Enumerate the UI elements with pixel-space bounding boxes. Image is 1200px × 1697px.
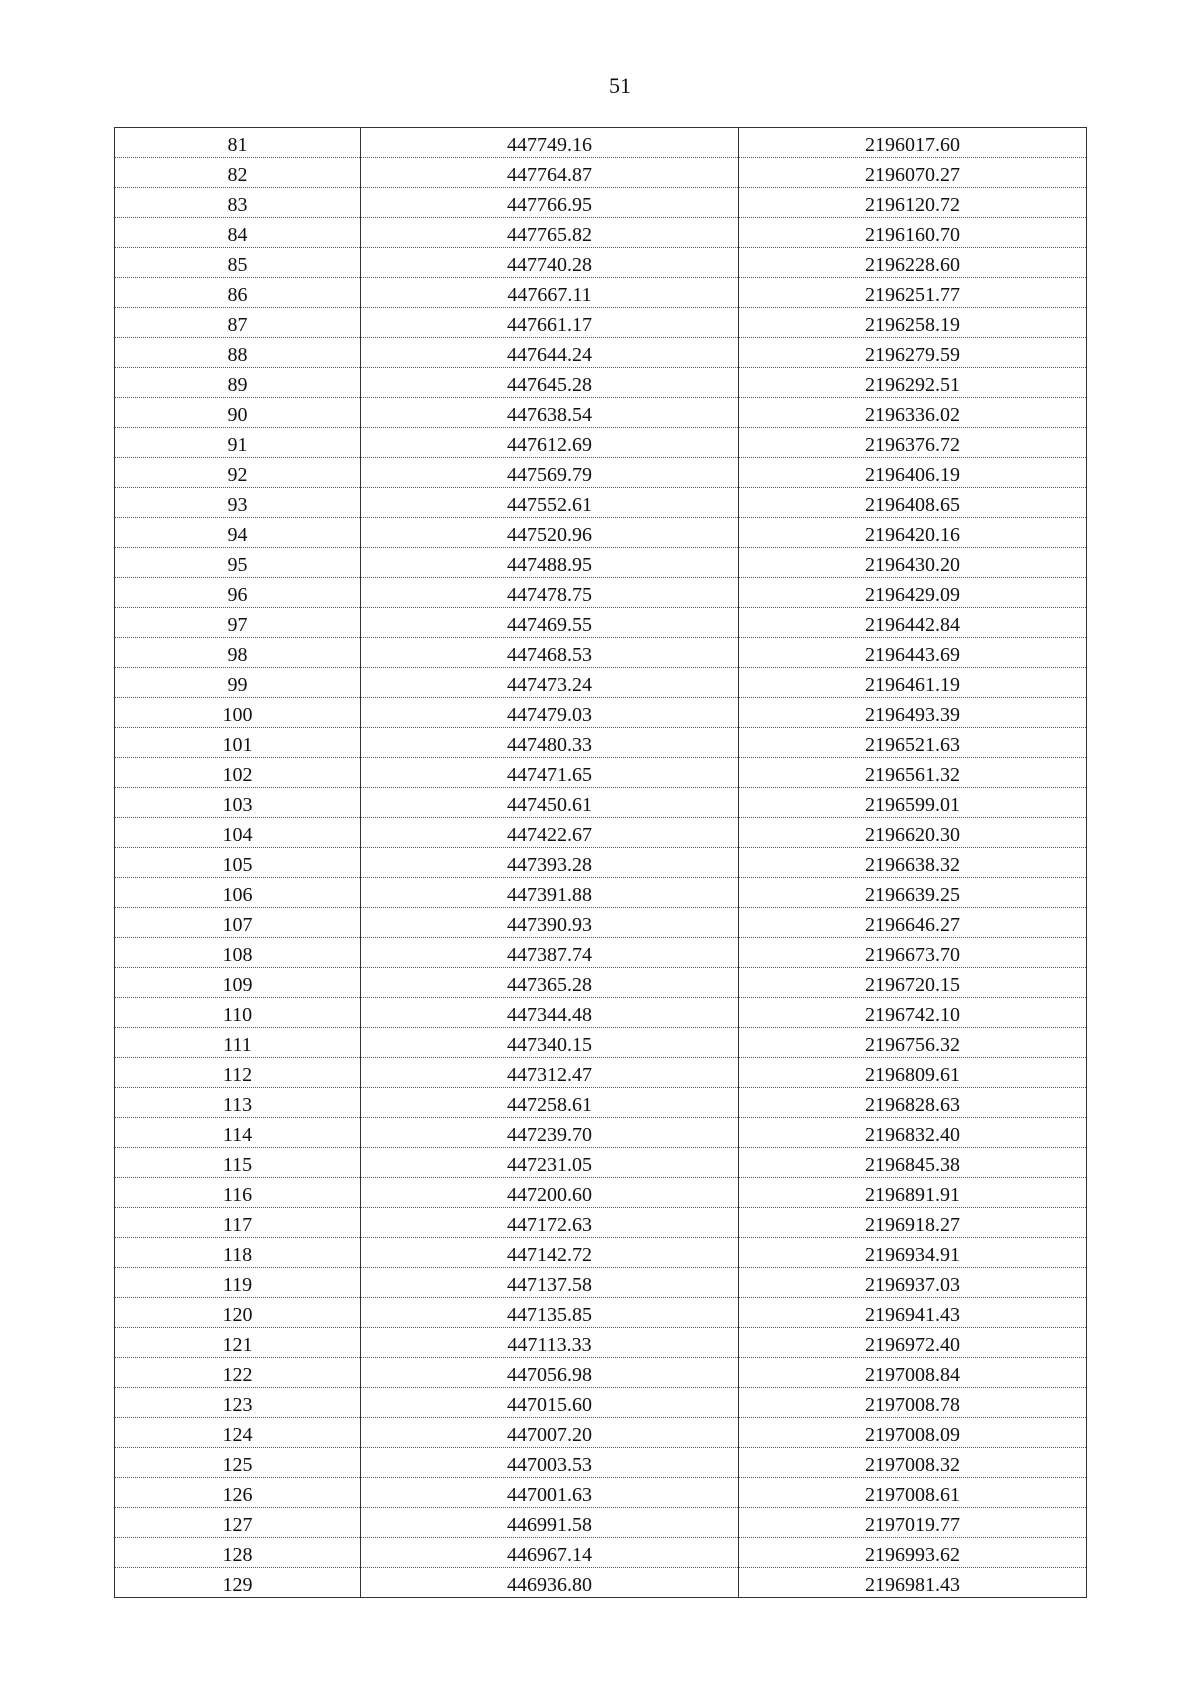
point-number-cell: 129 bbox=[115, 1568, 361, 1598]
table-row bbox=[115, 398, 1087, 428]
y-coordinate-cell: 2196832.40 bbox=[739, 1118, 1087, 1148]
y-coordinate-cell: 2196408.65 bbox=[739, 488, 1087, 518]
table-row bbox=[115, 488, 1087, 518]
table-row bbox=[115, 848, 1087, 878]
point-number-cell: 112 bbox=[115, 1058, 361, 1088]
table-row bbox=[115, 638, 1087, 668]
table-row bbox=[115, 428, 1087, 458]
y-coordinate-cell: 2196443.69 bbox=[739, 638, 1087, 668]
table-row bbox=[115, 1328, 1087, 1358]
x-coordinate-cell: 447480.33 bbox=[361, 728, 739, 758]
table-row bbox=[115, 758, 1087, 788]
x-coordinate-cell: 447764.87 bbox=[361, 158, 739, 188]
table-row bbox=[115, 368, 1087, 398]
point-number-cell: 107 bbox=[115, 908, 361, 938]
x-coordinate-cell: 447340.15 bbox=[361, 1028, 739, 1058]
x-coordinate-cell: 447200.60 bbox=[361, 1178, 739, 1208]
x-coordinate-cell: 447393.28 bbox=[361, 848, 739, 878]
table-row bbox=[115, 1088, 1087, 1118]
y-coordinate-cell: 2196941.43 bbox=[739, 1298, 1087, 1328]
y-coordinate-cell: 2196673.70 bbox=[739, 938, 1087, 968]
table-row bbox=[115, 1388, 1087, 1418]
point-number-cell: 115 bbox=[115, 1148, 361, 1178]
point-number-cell: 90 bbox=[115, 398, 361, 428]
point-number-cell: 119 bbox=[115, 1268, 361, 1298]
point-number-cell: 116 bbox=[115, 1178, 361, 1208]
x-coordinate-cell: 447468.53 bbox=[361, 638, 739, 668]
point-number-cell: 93 bbox=[115, 488, 361, 518]
y-coordinate-cell: 2196720.15 bbox=[739, 968, 1087, 998]
y-coordinate-cell: 2197008.61 bbox=[739, 1478, 1087, 1508]
point-number-cell: 99 bbox=[115, 668, 361, 698]
table-row bbox=[115, 128, 1087, 158]
point-number-cell: 87 bbox=[115, 308, 361, 338]
y-coordinate-cell: 2196972.40 bbox=[739, 1328, 1087, 1358]
y-coordinate-cell: 2196292.51 bbox=[739, 368, 1087, 398]
y-coordinate-cell: 2196638.32 bbox=[739, 848, 1087, 878]
point-number-cell: 103 bbox=[115, 788, 361, 818]
y-coordinate-cell: 2197008.32 bbox=[739, 1448, 1087, 1478]
point-number-cell: 96 bbox=[115, 578, 361, 608]
x-coordinate-cell: 447667.11 bbox=[361, 278, 739, 308]
point-number-cell: 86 bbox=[115, 278, 361, 308]
x-coordinate-cell: 447015.60 bbox=[361, 1388, 739, 1418]
table-row bbox=[115, 578, 1087, 608]
x-coordinate-cell: 447113.33 bbox=[361, 1328, 739, 1358]
table-row bbox=[115, 1148, 1087, 1178]
table-row bbox=[115, 308, 1087, 338]
table-row bbox=[115, 548, 1087, 578]
point-number-cell: 95 bbox=[115, 548, 361, 578]
table-row bbox=[115, 938, 1087, 968]
y-coordinate-cell: 2196620.30 bbox=[739, 818, 1087, 848]
y-coordinate-cell: 2196891.91 bbox=[739, 1178, 1087, 1208]
coordinate-table-body bbox=[115, 128, 1087, 1598]
point-number-cell: 104 bbox=[115, 818, 361, 848]
point-number-cell: 97 bbox=[115, 608, 361, 638]
x-coordinate-cell: 447422.67 bbox=[361, 818, 739, 848]
table-row bbox=[115, 188, 1087, 218]
x-coordinate-cell: 447552.61 bbox=[361, 488, 739, 518]
point-number-cell: 128 bbox=[115, 1538, 361, 1568]
x-coordinate-cell: 447766.95 bbox=[361, 188, 739, 218]
table-row bbox=[115, 1568, 1087, 1598]
y-coordinate-cell: 2196442.84 bbox=[739, 608, 1087, 638]
table-row bbox=[115, 158, 1087, 188]
x-coordinate-cell: 447479.03 bbox=[361, 698, 739, 728]
y-coordinate-cell: 2196845.38 bbox=[739, 1148, 1087, 1178]
y-coordinate-cell: 2197008.09 bbox=[739, 1418, 1087, 1448]
y-coordinate-cell: 2196406.19 bbox=[739, 458, 1087, 488]
table-row bbox=[115, 608, 1087, 638]
point-number-cell: 85 bbox=[115, 248, 361, 278]
point-number-cell: 106 bbox=[115, 878, 361, 908]
point-number-cell: 125 bbox=[115, 1448, 361, 1478]
page-number: 51 bbox=[609, 73, 631, 98]
x-coordinate-cell: 447645.28 bbox=[361, 368, 739, 398]
table-row bbox=[115, 788, 1087, 818]
x-coordinate-cell: 447569.79 bbox=[361, 458, 739, 488]
x-coordinate-cell: 447488.95 bbox=[361, 548, 739, 578]
point-number-cell: 98 bbox=[115, 638, 361, 668]
y-coordinate-cell: 2196429.09 bbox=[739, 578, 1087, 608]
point-number-cell: 91 bbox=[115, 428, 361, 458]
x-coordinate-cell: 447612.69 bbox=[361, 428, 739, 458]
point-number-cell: 121 bbox=[115, 1328, 361, 1358]
y-coordinate-cell: 2196561.32 bbox=[739, 758, 1087, 788]
x-coordinate-cell: 447638.54 bbox=[361, 398, 739, 428]
y-coordinate-cell: 2196828.63 bbox=[739, 1088, 1087, 1118]
y-coordinate-cell: 2196993.62 bbox=[739, 1538, 1087, 1568]
y-coordinate-cell: 2196160.70 bbox=[739, 218, 1087, 248]
point-number-cell: 84 bbox=[115, 218, 361, 248]
point-number-cell: 102 bbox=[115, 758, 361, 788]
point-number-cell: 88 bbox=[115, 338, 361, 368]
table-row bbox=[115, 1208, 1087, 1238]
x-coordinate-cell: 447001.63 bbox=[361, 1478, 739, 1508]
y-coordinate-cell: 2196279.59 bbox=[739, 338, 1087, 368]
y-coordinate-cell: 2196521.63 bbox=[739, 728, 1087, 758]
y-coordinate-cell: 2196120.72 bbox=[739, 188, 1087, 218]
coordinate-table bbox=[114, 127, 1087, 1598]
y-coordinate-cell: 2196430.20 bbox=[739, 548, 1087, 578]
table-row bbox=[115, 1118, 1087, 1148]
table-row bbox=[115, 1418, 1087, 1448]
x-coordinate-cell: 447231.05 bbox=[361, 1148, 739, 1178]
y-coordinate-cell: 2196934.91 bbox=[739, 1238, 1087, 1268]
x-coordinate-cell: 447312.47 bbox=[361, 1058, 739, 1088]
x-coordinate-cell: 447056.98 bbox=[361, 1358, 739, 1388]
y-coordinate-cell: 2196937.03 bbox=[739, 1268, 1087, 1298]
y-coordinate-cell: 2197008.84 bbox=[739, 1358, 1087, 1388]
table-row bbox=[115, 518, 1087, 548]
point-number-cell: 117 bbox=[115, 1208, 361, 1238]
y-coordinate-cell: 2196336.02 bbox=[739, 398, 1087, 428]
table-row bbox=[115, 818, 1087, 848]
x-coordinate-cell: 447137.58 bbox=[361, 1268, 739, 1298]
x-coordinate-cell: 447765.82 bbox=[361, 218, 739, 248]
y-coordinate-cell: 2197008.78 bbox=[739, 1388, 1087, 1418]
point-number-cell: 108 bbox=[115, 938, 361, 968]
y-coordinate-cell: 2196639.25 bbox=[739, 878, 1087, 908]
y-coordinate-cell: 2196070.27 bbox=[739, 158, 1087, 188]
point-number-cell: 124 bbox=[115, 1418, 361, 1448]
point-number-cell: 110 bbox=[115, 998, 361, 1028]
table-row bbox=[115, 338, 1087, 368]
point-number-cell: 94 bbox=[115, 518, 361, 548]
x-coordinate-cell: 447644.24 bbox=[361, 338, 739, 368]
table-row bbox=[115, 998, 1087, 1028]
x-coordinate-cell: 446936.80 bbox=[361, 1568, 739, 1598]
y-coordinate-cell: 2196258.19 bbox=[739, 308, 1087, 338]
x-coordinate-cell: 447135.85 bbox=[361, 1298, 739, 1328]
y-coordinate-cell: 2196918.27 bbox=[739, 1208, 1087, 1238]
point-number-cell: 123 bbox=[115, 1388, 361, 1418]
y-coordinate-cell: 2196809.61 bbox=[739, 1058, 1087, 1088]
table-row bbox=[115, 878, 1087, 908]
point-number-cell: 118 bbox=[115, 1238, 361, 1268]
x-coordinate-cell: 447239.70 bbox=[361, 1118, 739, 1148]
y-coordinate-cell: 2197019.77 bbox=[739, 1508, 1087, 1538]
y-coordinate-cell: 2196742.10 bbox=[739, 998, 1087, 1028]
table-row bbox=[115, 968, 1087, 998]
table-row bbox=[115, 908, 1087, 938]
y-coordinate-cell: 2196376.72 bbox=[739, 428, 1087, 458]
x-coordinate-cell: 447471.65 bbox=[361, 758, 739, 788]
x-coordinate-cell: 447749.16 bbox=[361, 128, 739, 158]
point-number-cell: 81 bbox=[115, 128, 361, 158]
x-coordinate-cell: 447007.20 bbox=[361, 1418, 739, 1448]
x-coordinate-cell: 447142.72 bbox=[361, 1238, 739, 1268]
table-row bbox=[115, 1448, 1087, 1478]
point-number-cell: 127 bbox=[115, 1508, 361, 1538]
table-row bbox=[115, 458, 1087, 488]
table-row bbox=[115, 1478, 1087, 1508]
table-row bbox=[115, 1058, 1087, 1088]
y-coordinate-cell: 2196017.60 bbox=[739, 128, 1087, 158]
y-coordinate-cell: 2196599.01 bbox=[739, 788, 1087, 818]
x-coordinate-cell: 447003.53 bbox=[361, 1448, 739, 1478]
y-coordinate-cell: 2196251.77 bbox=[739, 278, 1087, 308]
table-row bbox=[115, 1298, 1087, 1328]
y-coordinate-cell: 2196228.60 bbox=[739, 248, 1087, 278]
x-coordinate-cell: 447391.88 bbox=[361, 878, 739, 908]
table-row bbox=[115, 1028, 1087, 1058]
y-coordinate-cell: 2196420.16 bbox=[739, 518, 1087, 548]
x-coordinate-cell: 447450.61 bbox=[361, 788, 739, 818]
x-coordinate-cell: 447473.24 bbox=[361, 668, 739, 698]
x-coordinate-cell: 447387.74 bbox=[361, 938, 739, 968]
table-row bbox=[115, 1238, 1087, 1268]
point-number-cell: 111 bbox=[115, 1028, 361, 1058]
y-coordinate-cell: 2196461.19 bbox=[739, 668, 1087, 698]
y-coordinate-cell: 2196646.27 bbox=[739, 908, 1087, 938]
x-coordinate-cell: 447344.48 bbox=[361, 998, 739, 1028]
x-coordinate-cell: 447172.63 bbox=[361, 1208, 739, 1238]
x-coordinate-cell: 447520.96 bbox=[361, 518, 739, 548]
table-row bbox=[115, 728, 1087, 758]
x-coordinate-cell: 447365.28 bbox=[361, 968, 739, 998]
x-coordinate-cell: 447390.93 bbox=[361, 908, 739, 938]
point-number-cell: 113 bbox=[115, 1088, 361, 1118]
table-row bbox=[115, 1268, 1087, 1298]
x-coordinate-cell: 447258.61 bbox=[361, 1088, 739, 1118]
table-row bbox=[115, 698, 1087, 728]
point-number-cell: 105 bbox=[115, 848, 361, 878]
point-number-cell: 120 bbox=[115, 1298, 361, 1328]
point-number-cell: 101 bbox=[115, 728, 361, 758]
table-row bbox=[115, 1538, 1087, 1568]
point-number-cell: 82 bbox=[115, 158, 361, 188]
table-row bbox=[115, 1178, 1087, 1208]
point-number-cell: 83 bbox=[115, 188, 361, 218]
table-row bbox=[115, 1508, 1087, 1538]
table-row bbox=[115, 218, 1087, 248]
point-number-cell: 109 bbox=[115, 968, 361, 998]
table-row bbox=[115, 278, 1087, 308]
point-number-cell: 126 bbox=[115, 1478, 361, 1508]
x-coordinate-cell: 447740.28 bbox=[361, 248, 739, 278]
table-row bbox=[115, 1358, 1087, 1388]
point-number-cell: 122 bbox=[115, 1358, 361, 1388]
y-coordinate-cell: 2196493.39 bbox=[739, 698, 1087, 728]
x-coordinate-cell: 446991.58 bbox=[361, 1508, 739, 1538]
y-coordinate-cell: 2196981.43 bbox=[739, 1568, 1087, 1598]
point-number-cell: 114 bbox=[115, 1118, 361, 1148]
x-coordinate-cell: 446967.14 bbox=[361, 1538, 739, 1568]
x-coordinate-cell: 447478.75 bbox=[361, 578, 739, 608]
table-row bbox=[115, 248, 1087, 278]
y-coordinate-cell: 2196756.32 bbox=[739, 1028, 1087, 1058]
x-coordinate-cell: 447661.17 bbox=[361, 308, 739, 338]
point-number-cell: 100 bbox=[115, 698, 361, 728]
x-coordinate-cell: 447469.55 bbox=[361, 608, 739, 638]
table-row bbox=[115, 668, 1087, 698]
point-number-cell: 92 bbox=[115, 458, 361, 488]
point-number-cell: 89 bbox=[115, 368, 361, 398]
